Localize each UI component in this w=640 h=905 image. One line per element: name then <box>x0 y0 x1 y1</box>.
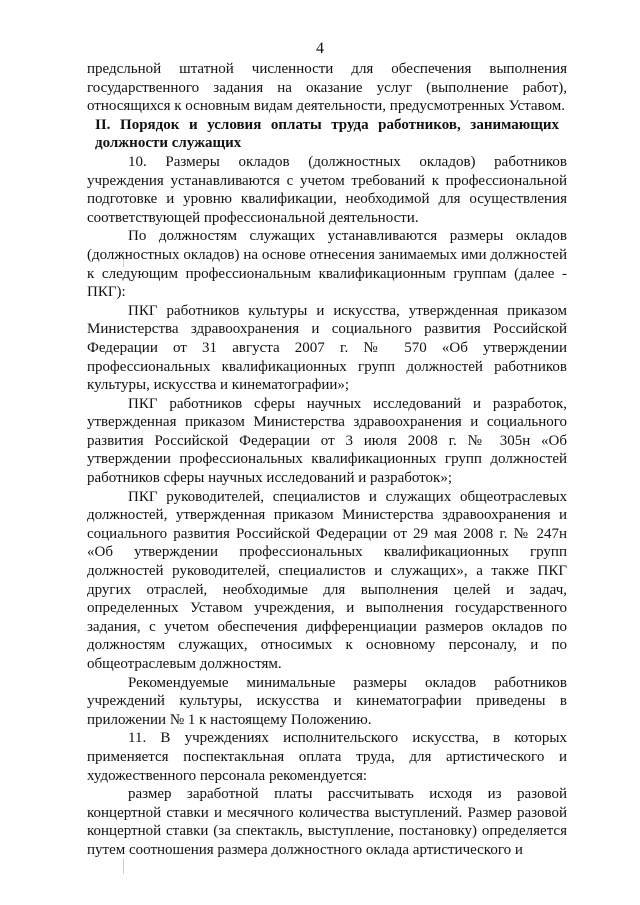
paragraph-pkg-culture: ПКГ работников культуры и искусства, утвержденная приказом Министерства здравоохранения и социального развития Российской Федерации от 31 августа 2007 г. № 570 «Об утверждении профессиональных квалификационных групп должностей работников культуры, искусства и кинематографии»; <box>87 302 567 394</box>
paragraph-11: 11. В учреждениях исполнительского искусства, в которых применяется поспектакльная оплата труда, для артистического и художественного персонала рекомендуется: <box>87 730 567 784</box>
paragraph-pkg-general: ПКГ руководителей, специалистов и служащих общеотраслевых должностей, утвержденная приказом Министерства здравоохранения и социального развития Российской Федерации от 29 мая 2008 г. № 247н «Об утверждении профессиональных квалификационных групп должностей руководителей, специалистов и служащих», а также ПКГ других отраслей, необходимые для выполнения целей и задач, определенных Уставом учреждения, и выполнения государственного задания, с учетом обеспечения дифференциации размеров окладов по должностям служащих, относимых к основному персоналу, и по общеотраслевым должностям. <box>87 488 567 672</box>
paragraph-positions: По должностям служащих устанавливаются размеры окладов (должностных окладов) на основе отнесения занимаемых ими должностей к следующим профессиональным квалификационным группам (далее - ПКГ): <box>87 228 567 301</box>
paragraph-pkg-science: ПКГ работников сферы научных исследований и разработок, утвержденная приказом Министерства здравоохранения и социального развития Российской Федерации от 3 июля 2008 г. № 305н «Об утверждении профессиональных квалификационных групп должностей работников сферы научных исследований и разработок»; <box>87 395 567 487</box>
section-heading: II. Порядок и условия оплаты труда работников, занимающих должности служащих <box>95 116 559 152</box>
paragraph-salary-calculation: размер заработной платы рассчитывать исходя из разовой концертной ставки и месячного количества выступлений. Размер разовой концертной ставки (за спектакль, выступление, постановку) определяется путем соотношения размера должностного оклада артистического и <box>87 786 567 858</box>
document-body <box>87 60 567 860</box>
paragraph-recommended-salaries: Рекомендуемые минимальные размеры окладов работников учреждений культуры, искусства и кинематографии приведены в приложении № 1 к настоящему Положению. <box>87 674 567 728</box>
page-number: 4 <box>316 40 324 57</box>
intro-paragraph: предсльной штатной численности для обеспечения выполнения государственного задания на оказание услуг (выполнение работ), относящихся к основным видам деятельности, предусмотренных Уставом. <box>87 61 567 115</box>
scan-mark <box>123 858 124 874</box>
paragraph-10: 10. Размеры окладов (должностных окладов) работников учреждения устанавливаются с учетом требований к профессиональной подготовке и уровню квалификации, необходимой для осуществления соответствующей профессиональной деятельности. <box>87 153 567 226</box>
